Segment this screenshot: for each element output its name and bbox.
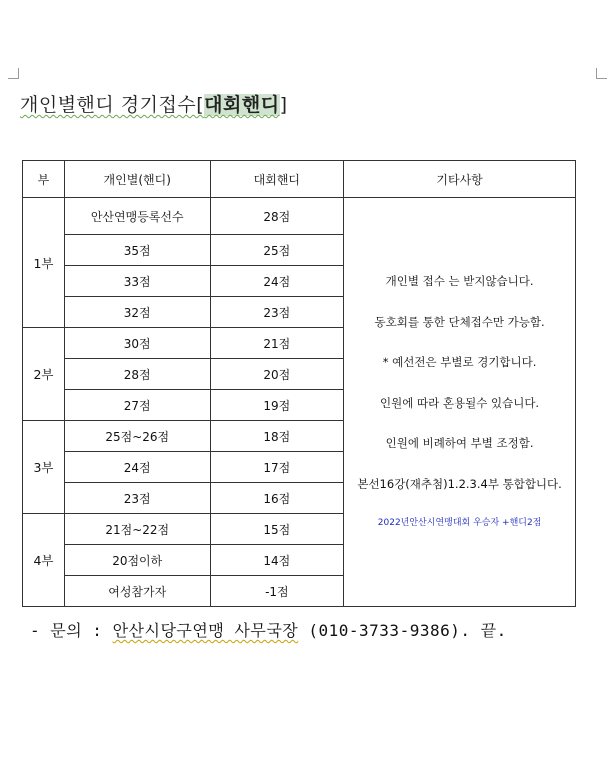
tournament-handicap-cell: 16점 (210, 483, 344, 514)
personal-handicap-cell: 25점~26점 (64, 421, 210, 452)
tournament-handicap-cell: 20점 (210, 359, 344, 390)
personal-handicap-cell: 27점 (64, 390, 210, 421)
tournament-handicap-cell: 14점 (210, 545, 344, 576)
division-cell: 4부 (23, 514, 65, 607)
note-line: 인원에 비례하여 부별 조정함. (385, 436, 534, 451)
note-line: * 예선전은 부별로 경기합니다. (382, 355, 537, 370)
note-line: 개인별 접수 는 받지않습니다. (385, 274, 534, 289)
header-notes: 기타사항 (344, 161, 576, 198)
tournament-handicap-cell: 28점 (210, 198, 344, 235)
title-prefix: 개인별핸디 경기접수[ (20, 94, 205, 116)
page-corner-mark-right (596, 68, 607, 79)
tournament-handicap-cell: 19점 (210, 390, 344, 421)
header-division: 부 (23, 161, 65, 198)
title-suffix: ] (279, 94, 288, 116)
personal-handicap-cell: 33점 (64, 266, 210, 297)
table-header-row (23, 161, 576, 198)
header-personal-handicap: 개인별(핸디) (64, 161, 210, 198)
tournament-handicap-cell: -1점 (210, 576, 344, 607)
personal-handicap-cell: 20점이하 (64, 545, 210, 576)
notes-cell (344, 198, 576, 607)
tournament-handicap-cell: 15점 (210, 514, 344, 545)
tournament-handicap-cell: 21점 (210, 328, 344, 359)
tournament-handicap-cell: 18점 (210, 421, 344, 452)
note-line: 동호회를 통한 단체접수만 가능함. (374, 314, 545, 329)
personal-handicap-cell: 35점 (64, 235, 210, 266)
tournament-handicap-cell: 17점 (210, 452, 344, 483)
footer-contact: 안산시당구연맹 사무국장 (112, 621, 299, 640)
table-row (23, 198, 576, 235)
personal-handicap-cell: 28점 (64, 359, 210, 390)
personal-handicap-cell: 30점 (64, 328, 210, 359)
footer-prefix: - 문의 : (30, 621, 113, 640)
note-line: 본선16강(재추첨)1.2.3.4부 통합합니다. (357, 476, 562, 491)
contact-footer (30, 618, 507, 641)
title-highlight: 대회핸디 (204, 94, 280, 116)
personal-handicap-cell: 여성참가자 (64, 576, 210, 607)
note-line: 2022년안산시연맹대회 우승자 +핸디2점 (377, 518, 542, 529)
note-line: 인원에 따라 혼용될수 있습니다. (380, 395, 540, 410)
personal-handicap-cell: 23점 (64, 483, 210, 514)
personal-handicap-cell: 32점 (64, 297, 210, 328)
division-cell: 2부 (23, 328, 65, 421)
document-title (20, 90, 287, 117)
footer-phone: (010-3733-9386). 끝. (298, 621, 507, 640)
tournament-handicap-cell: 24점 (210, 266, 344, 297)
personal-handicap-cell: 21점~22점 (64, 514, 210, 545)
handicap-table (22, 160, 576, 607)
header-tournament-handicap: 대회핸디 (210, 161, 344, 198)
page-corner-mark-left (8, 68, 19, 79)
personal-handicap-cell: 24점 (64, 452, 210, 483)
division-cell: 1부 (23, 198, 65, 328)
tournament-handicap-cell: 25점 (210, 235, 344, 266)
division-cell: 3부 (23, 421, 65, 514)
tournament-handicap-cell: 23점 (210, 297, 344, 328)
personal-handicap-cell: 안산연맹등록선수 (64, 198, 210, 235)
